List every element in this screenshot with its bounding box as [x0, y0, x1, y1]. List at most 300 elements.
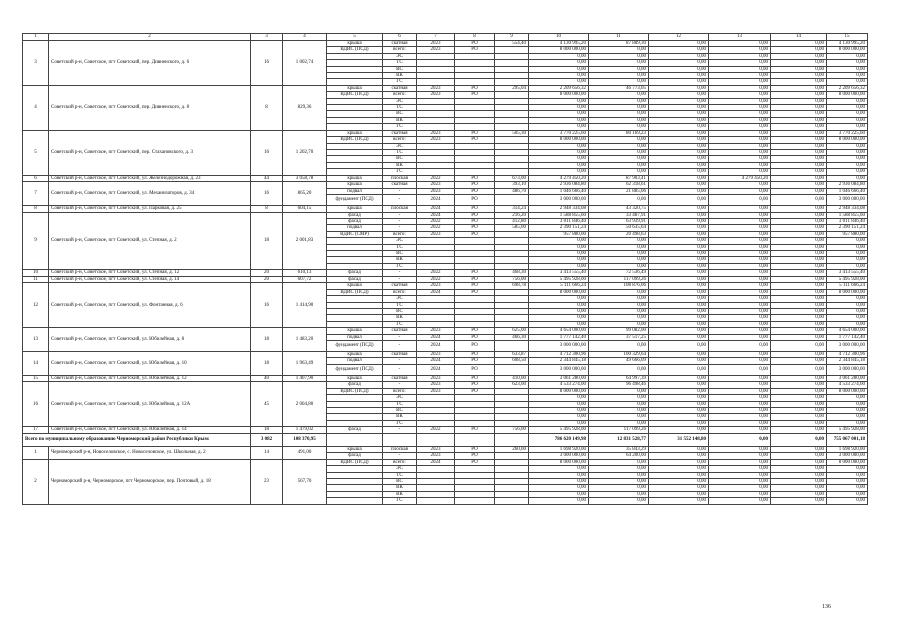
cell: 0,00 — [649, 92, 709, 98]
cell: 0,00 — [709, 218, 771, 224]
cell: ТС — [383, 401, 417, 407]
cell: 0,00 — [709, 205, 771, 212]
cell: плоская — [383, 175, 417, 182]
house-area: 829,36 — [283, 85, 327, 130]
cell: 4 712 300,96 — [827, 352, 868, 358]
house-area: 865,20 — [283, 182, 327, 206]
cell: 2024 — [417, 459, 455, 465]
cell: 2 390 151,24 — [827, 225, 868, 231]
cell: 2022 — [417, 270, 455, 277]
cell: ВДИС (ПСД) — [327, 47, 383, 53]
apartment-count: 16 — [251, 130, 283, 175]
cell: 0,00 — [771, 244, 827, 250]
cell: 0,00 — [589, 169, 649, 175]
cell: 2 936 084,80 — [827, 182, 868, 188]
cell: ВК — [383, 73, 417, 79]
cell: 0,00 — [649, 491, 709, 497]
cell: 0,00 — [649, 263, 709, 269]
cell: 0,00 — [709, 459, 771, 465]
cell: 2023 — [417, 375, 455, 382]
cell: 4 130 995,20 — [529, 41, 589, 47]
cell: 0,00 — [709, 124, 771, 130]
cell: 1 588 855,60 — [529, 212, 589, 218]
cell: 4 654 000,00 — [827, 328, 868, 334]
row-number: 14 — [23, 352, 49, 376]
total-value: 786 620 149,98 — [529, 433, 589, 446]
cell: 2023 — [417, 446, 455, 452]
cell: 0,00 — [771, 478, 827, 484]
cell: 0,00 — [771, 149, 827, 155]
cell: 0,00 — [649, 341, 709, 352]
cell: 0,00 — [709, 478, 771, 484]
cell: 0,00 — [771, 491, 827, 497]
cell: РО — [455, 382, 495, 388]
cell: 0,00 — [771, 427, 827, 434]
cell: 2024 — [417, 334, 455, 340]
cell: РО — [455, 205, 495, 212]
cell: 64 997,39 — [589, 375, 649, 382]
cell: 43 320,75 — [589, 205, 649, 212]
cell: 0,00 — [589, 459, 649, 465]
cell: 2023 — [417, 283, 455, 289]
cell: 0,00 — [589, 491, 649, 497]
table-row — [23, 427, 868, 434]
cell: 0,00 — [771, 66, 827, 72]
cell: фасад — [327, 218, 383, 224]
cell: 0,00 — [709, 414, 771, 420]
cell: 8 000 000,00 — [827, 459, 868, 465]
cell: РО — [455, 188, 495, 194]
apartment-count: 23 — [251, 459, 283, 504]
cell: скатная — [383, 182, 417, 188]
row-number: 12 — [23, 283, 49, 328]
cell: РО — [455, 231, 495, 237]
cell: ВДИС (ПСД) — [327, 92, 383, 98]
cell: 0,00 — [771, 276, 827, 283]
col-header: 15 — [827, 34, 868, 41]
cell: - — [383, 212, 417, 218]
house-area: 491,00 — [283, 446, 327, 459]
cell: 4 130 995,20 — [827, 41, 868, 47]
cell: 4 279 450,20 — [709, 175, 771, 182]
cell: 0,00 — [589, 244, 649, 250]
cell: 4 654 000,00 — [529, 328, 589, 334]
page-mark: 136 — [822, 604, 831, 610]
cell: 412,80 — [495, 218, 529, 224]
table-row — [23, 270, 868, 277]
cell: РО — [455, 276, 495, 283]
cell: 0,00 — [771, 111, 827, 117]
house-area: 607,72 — [283, 276, 327, 283]
cell: 8 000 000,00 — [529, 289, 589, 295]
house-address: Советский р-н, Советское, пгт Советский, ул. Фонтанная, д. 6 — [49, 283, 251, 328]
cell: 0,00 — [649, 117, 709, 123]
cell: 0,00 — [827, 309, 868, 315]
cell: 2023 — [417, 453, 455, 459]
cell: 505,30 — [495, 130, 529, 136]
cell: 3 000 000,00 — [827, 453, 868, 459]
cell: 0,00 — [827, 117, 868, 123]
cell: ГС — [383, 169, 417, 175]
cell: 4 279 450,20 — [529, 175, 589, 182]
cell: 2023 — [417, 137, 455, 143]
cell: 0,00 — [529, 395, 589, 401]
cell: крыша — [327, 41, 383, 47]
cell: 0,00 — [827, 238, 868, 244]
cell: - — [383, 194, 417, 205]
cell: 0,00 — [771, 315, 827, 321]
cell: фундамент (ПСД) — [327, 194, 383, 205]
cell: 0,00 — [589, 315, 649, 321]
cell: 2024 — [417, 289, 455, 295]
cell: 0,00 — [771, 188, 827, 194]
cell: 0,00 — [771, 263, 827, 269]
cell: подвал — [327, 358, 383, 364]
cell: 8 000 000,00 — [529, 459, 589, 465]
cell: 2023 — [417, 231, 455, 237]
cell: 0,00 — [529, 238, 589, 244]
cell: 3 000 000,00 — [827, 341, 868, 352]
house-address: Советский р-н, Советское, пгт Советский, ул. Степная, д. 2 — [49, 212, 251, 270]
cell: 0,00 — [709, 321, 771, 327]
cell: ГС — [383, 79, 417, 85]
cell — [495, 364, 529, 375]
cell: 216,20 — [495, 212, 529, 218]
cell: 0,00 — [649, 453, 709, 459]
total-value: 12 831 528,77 — [589, 433, 649, 446]
cell: 0,00 — [709, 466, 771, 472]
house-area: 610,13 — [283, 270, 327, 277]
house-address: Советский р-н, Советское, пгт Советский, ул. Железнодорожная, д. 23 — [49, 175, 251, 182]
cell: 2022 — [417, 218, 455, 224]
row-number: 15 — [23, 375, 49, 382]
cell: 0,00 — [771, 162, 827, 168]
cell: - — [383, 364, 417, 375]
cell: скатная — [383, 352, 417, 358]
cell: 0,00 — [709, 309, 771, 315]
apartment-count: 44 — [251, 175, 283, 182]
cell: 0,00 — [771, 296, 827, 302]
cell: 0,00 — [649, 420, 709, 426]
cell: 0,00 — [709, 188, 771, 194]
cell: 0,00 — [771, 175, 827, 182]
cell: 0,00 — [771, 225, 827, 231]
cell: 1 777 142,40 — [827, 334, 868, 340]
cell: 0,00 — [589, 194, 649, 205]
cell: 0,00 — [649, 175, 709, 182]
cell: - — [383, 453, 417, 459]
cell: скатная — [383, 283, 417, 289]
cell: ЭС — [383, 395, 417, 401]
cell: 698,78 — [495, 283, 529, 289]
cell: 0,00 — [827, 472, 868, 478]
apartment-count: 16 — [251, 41, 283, 86]
cell: 2023 — [417, 182, 455, 188]
cell: 0,00 — [649, 276, 709, 283]
cell: 2024 — [417, 358, 455, 364]
cell: 0,00 — [589, 302, 649, 308]
cell: 0,00 — [529, 491, 589, 497]
cell: 0,00 — [827, 420, 868, 426]
cell: 2023 — [417, 388, 455, 394]
cell: 2023 — [417, 328, 455, 334]
cell: - — [383, 276, 417, 283]
cell: 0,00 — [771, 382, 827, 388]
cell: 0,00 — [771, 130, 827, 136]
cell: 2023 — [417, 352, 455, 358]
cell: 0,00 — [827, 250, 868, 256]
cell: 0,00 — [649, 414, 709, 420]
row-number: 10 — [23, 270, 49, 277]
apartment-count: 18 — [251, 328, 283, 352]
cell: 0,00 — [709, 162, 771, 168]
cell: 0,00 — [529, 66, 589, 72]
cell: РО — [455, 352, 495, 358]
cell: 0,00 — [827, 169, 868, 175]
cell: 99 082,00 — [589, 328, 649, 334]
cell: 0,00 — [771, 358, 827, 364]
cell: ЭС — [383, 238, 417, 244]
cell: 46 773,05 — [589, 85, 649, 91]
cell: ВС — [383, 309, 417, 315]
cell: 49 666,09 — [589, 358, 649, 364]
total-row — [23, 433, 868, 446]
cell: 0,00 — [709, 382, 771, 388]
cell: 0,00 — [827, 395, 868, 401]
cell: 0,00 — [649, 143, 709, 149]
cell: ВДИС (ПСД) — [327, 289, 383, 295]
cell: всего: — [383, 231, 417, 237]
cell: скатная — [383, 85, 417, 91]
cell: - — [383, 270, 417, 277]
apartment-count: 20 — [251, 276, 283, 283]
cell: РО — [455, 225, 495, 231]
cell: 0,00 — [709, 289, 771, 295]
cell: 0,00 — [709, 92, 771, 98]
cell: 0,00 — [589, 79, 649, 85]
cell: 0,00 — [649, 472, 709, 478]
cell: 0,00 — [529, 478, 589, 484]
cell: 0,00 — [827, 244, 868, 250]
cell: 0,00 — [589, 257, 649, 263]
cell: 0,00 — [529, 149, 589, 155]
cell: 0,00 — [649, 358, 709, 364]
cell: 0,00 — [529, 111, 589, 117]
cell: 0,00 — [771, 321, 827, 327]
cell: 0,00 — [709, 41, 771, 47]
document-sheet — [22, 33, 867, 505]
cell: ЭС — [383, 143, 417, 149]
cell: 0,00 — [771, 212, 827, 218]
col-header: 9 — [495, 34, 529, 41]
cell: 2023 — [417, 188, 455, 194]
cell: 623,00 — [495, 382, 529, 388]
cell: 0,00 — [649, 375, 709, 382]
cell: всего: — [383, 137, 417, 143]
cell: 0,00 — [649, 111, 709, 117]
row-number: 17 — [23, 427, 49, 434]
cell: 8 000 000,00 — [827, 92, 868, 98]
cell: ЭС — [383, 296, 417, 302]
cell: 0,00 — [649, 205, 709, 212]
apartment-count: 20 — [251, 270, 283, 277]
cell: ТС — [383, 302, 417, 308]
cell: 0,00 — [827, 408, 868, 414]
cell: 0,00 — [709, 60, 771, 66]
col-header: 3 — [251, 34, 283, 41]
cell: 0,00 — [529, 263, 589, 269]
table-row — [23, 276, 868, 283]
cell: 0,00 — [709, 117, 771, 123]
cell: РО — [455, 328, 495, 334]
cell: 0,00 — [589, 401, 649, 407]
cell: ГС — [383, 124, 417, 130]
cell: 1 588 855,60 — [827, 212, 868, 218]
cell: 0,00 — [771, 352, 827, 358]
cell: ГС — [383, 420, 417, 426]
cell: ТС — [383, 244, 417, 250]
house-address: Советский р-н, Советское, пгт Советский, ул. Парковая, д. 25 — [49, 205, 251, 212]
apartment-count: 16 — [251, 283, 283, 328]
cell: 0,00 — [589, 364, 649, 375]
cell: 0,00 — [589, 47, 649, 53]
cell: 8 000 000,00 — [529, 47, 589, 53]
cell: ЭС — [383, 98, 417, 104]
cell: - — [383, 225, 417, 231]
col-header: 13 — [709, 34, 771, 41]
row-number: 16 — [23, 382, 49, 427]
cell: 0,00 — [529, 60, 589, 66]
cell: 0,00 — [771, 364, 827, 375]
cell: 554,40 — [495, 41, 529, 47]
cell: ТС — [383, 149, 417, 155]
empty-cell — [495, 433, 529, 446]
cell: 0,00 — [589, 53, 649, 59]
house-area: 2 004,80 — [283, 382, 327, 427]
cell: 0,00 — [589, 408, 649, 414]
cell: 0,00 — [529, 408, 589, 414]
cell: всего: — [383, 388, 417, 394]
cell: 2 344 845,18 — [827, 358, 868, 364]
cell: 0,00 — [589, 296, 649, 302]
cell: 1 698 920,00 — [827, 446, 868, 452]
cell: 0,00 — [649, 98, 709, 104]
cell: 0,00 — [589, 466, 649, 472]
cell: 0,00 — [649, 194, 709, 205]
row-number: 6 — [23, 175, 49, 182]
col-header: 1 — [23, 34, 49, 41]
house-address: Советский р-н, Советское, пгт Советский, ул. Степная, д. 12 — [49, 270, 251, 277]
house-address: Черноморский р-н, Новоселовское, с. Новоселовское, ул. Школьная, д. 2 — [49, 446, 251, 459]
cell: 2023 — [417, 85, 455, 91]
cell: 0,00 — [771, 328, 827, 334]
cell: 2024 — [417, 194, 455, 205]
cell: 0,00 — [709, 130, 771, 136]
cell: 0,00 — [709, 53, 771, 59]
cell: 0,00 — [709, 472, 771, 478]
cell: плоская — [383, 205, 417, 212]
cell: 0,00 — [649, 250, 709, 256]
cell: 0,00 — [827, 401, 868, 407]
cell: 0,00 — [529, 73, 589, 79]
cell: 0,00 — [709, 315, 771, 321]
cell: 0,00 — [529, 143, 589, 149]
cell: 0,00 — [649, 309, 709, 315]
cell: 0,00 — [827, 149, 868, 155]
table-row — [23, 375, 868, 382]
cell: 3 770 225,60 — [827, 130, 868, 136]
cell: скатная — [383, 375, 417, 382]
cell: 1 046 666,40 — [529, 188, 589, 194]
cell — [495, 498, 529, 504]
cell: 0,00 — [771, 420, 827, 426]
cell: 0,00 — [649, 238, 709, 244]
cell: 0,00 — [771, 302, 827, 308]
cell: 0,00 — [771, 466, 827, 472]
cell: 625,00 — [495, 328, 529, 334]
house-area: 3 058,78 — [283, 175, 327, 182]
cell: 0,00 — [649, 124, 709, 130]
cell: 410,00 — [495, 375, 529, 382]
cell: 0,00 — [709, 491, 771, 497]
cell: 957 880,00 — [827, 231, 868, 237]
cell: скатная — [383, 328, 417, 334]
cell: 0,00 — [709, 73, 771, 79]
cell: 0,00 — [771, 453, 827, 459]
cell: 2023 — [417, 92, 455, 98]
cell: крыша — [327, 85, 383, 91]
cell: 0,00 — [827, 98, 868, 104]
house-area: 2 001,83 — [283, 212, 327, 270]
cell: фасад — [327, 453, 383, 459]
cell: 2024 — [417, 205, 455, 212]
cell: 0,00 — [649, 85, 709, 91]
cell: 0,00 — [709, 137, 771, 143]
cell: 0,00 — [589, 156, 649, 162]
cell: ГС — [383, 498, 417, 504]
cell: 20 498,63 — [589, 231, 649, 237]
cell: 8 000 000,00 — [827, 137, 868, 143]
cell: 0,00 — [589, 321, 649, 327]
cell: РО — [455, 358, 495, 364]
cell: 62 318,61 — [589, 182, 649, 188]
col-header: 12 — [649, 34, 709, 41]
cell: 0,00 — [589, 124, 649, 130]
cell: 1 698 920,00 — [529, 446, 589, 452]
cell: 0,00 — [709, 250, 771, 256]
total-value: 0,00 — [709, 433, 771, 446]
house-area: 1 483,20 — [283, 328, 327, 352]
cell: РО — [455, 41, 495, 47]
cell: 0,00 — [649, 328, 709, 334]
cell: 0,00 — [827, 414, 868, 420]
cell — [455, 498, 495, 504]
cell: 3 011 846,40 — [827, 218, 868, 224]
cell: 0,00 — [529, 485, 589, 491]
cell — [327, 498, 383, 504]
cell: РО — [455, 175, 495, 182]
cell: ВК — [383, 315, 417, 321]
cell: фасад — [327, 276, 383, 283]
cell: 0,00 — [827, 296, 868, 302]
cell: 0,00 — [709, 364, 771, 375]
cell: ВК — [383, 117, 417, 123]
cell: 72 536,49 — [589, 270, 649, 277]
cell: 4 712 300,96 — [529, 352, 589, 358]
apartment-count: 40 — [251, 375, 283, 382]
cell: 0,00 — [709, 105, 771, 111]
cell: 0,00 — [827, 466, 868, 472]
